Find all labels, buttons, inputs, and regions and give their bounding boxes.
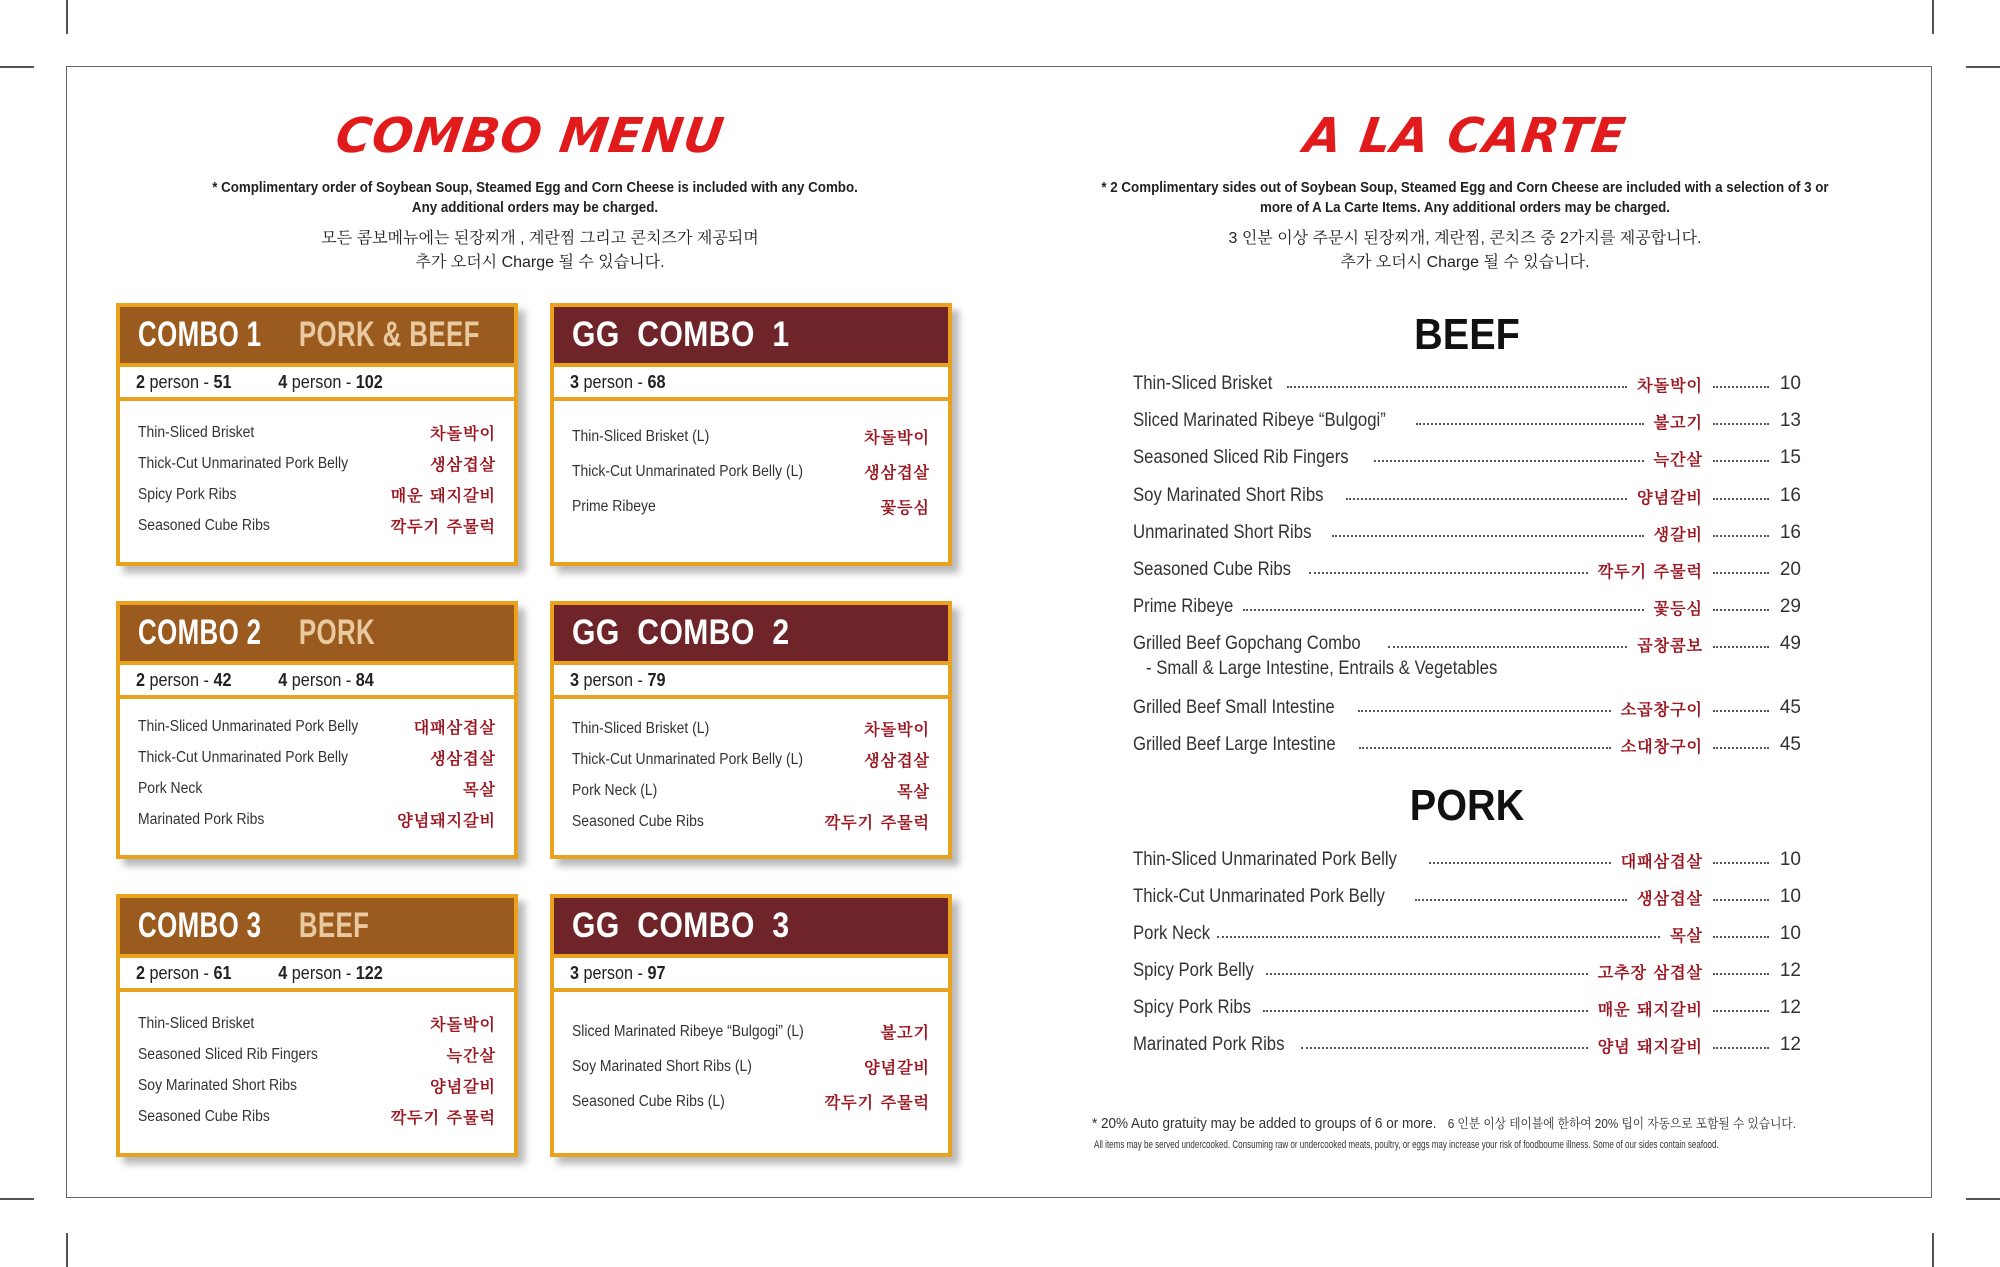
dot-leader — [1713, 609, 1769, 611]
item-name: Seasoned Cube Ribs — [1133, 559, 1292, 580]
a-la-carte-note-ko — [1115, 227, 1815, 275]
combo-menu-title: COMBO MENU — [332, 108, 728, 164]
menu-item-beef — [1133, 372, 1801, 396]
combo-3-header — [120, 898, 514, 958]
gratuity-note — [1092, 1113, 1796, 1132]
crop-mark — [1966, 1198, 2000, 1200]
item-name: Grilled Beef Large Intestine — [1133, 734, 1336, 755]
combo-item — [138, 510, 496, 541]
gg-combo-1-title: GG COMBO 1 — [572, 315, 790, 354]
gg-combo-1-header — [554, 307, 948, 367]
a-la-carte-title: A LA CARTE — [1300, 108, 1630, 164]
price-value: 79 — [647, 669, 666, 690]
item-name: Spicy Pork Ribs — [138, 485, 237, 503]
item-name: Spicy Pork Belly — [1133, 960, 1254, 981]
item-name: Seasoned Cube Ribs — [138, 516, 270, 534]
item-name: Thin-Sliced Unmarinated Pork Belly — [138, 717, 359, 735]
item-name-korean: 차돌박이 — [864, 428, 930, 447]
item-price: 29 — [1779, 596, 1801, 617]
dot-leader — [1358, 710, 1611, 712]
dot-leader — [1301, 1047, 1588, 1049]
item-name: Thick-Cut Unmarinated Pork Belly — [138, 454, 349, 472]
dot-leader — [1713, 899, 1769, 901]
item-name: Seasoned Cube Ribs (L) — [572, 1092, 725, 1110]
combo-item — [138, 773, 496, 804]
item-name-korean: 차돌박이 — [430, 1015, 496, 1034]
combo-item — [572, 1014, 930, 1049]
menu-item-beef — [1133, 446, 1801, 470]
combo-item — [572, 489, 930, 524]
item-price: 10 — [1779, 373, 1801, 394]
menu-item-beef — [1133, 409, 1801, 433]
combo-item — [572, 1049, 930, 1084]
combo-item — [138, 1101, 496, 1132]
menu-item-beef — [1133, 595, 1801, 619]
price-person-count: 2 — [136, 669, 146, 690]
gg-combo-2-title: GG COMBO 2 — [572, 613, 790, 652]
gg-combo-3-pricing — [554, 958, 948, 992]
crop-mark — [0, 1198, 34, 1200]
combo-note-line1: * Complimentary order of Soybean Soup, Steamed Egg and Corn Cheese is included with any Combo. — [212, 180, 858, 196]
combo-note-ko-line1: 모든 콤보메뉴에는 된장찌개 , 계란찜 그리고 콘치즈가 제공되며 — [321, 230, 759, 247]
item-name-korean: 차돌박이 — [864, 720, 930, 739]
item-name: Thin-Sliced Brisket (L) — [572, 719, 710, 737]
item-name: Thin-Sliced Brisket (L) — [572, 427, 710, 445]
item-name: Grilled Beef Gopchang Combo — [1133, 633, 1361, 654]
item-name-korean: 생삼겹살 — [1637, 888, 1703, 908]
item-name: Grilled Beef Small Intestine — [1133, 697, 1335, 718]
combo-2-card — [116, 601, 518, 859]
item-name: Seasoned Cube Ribs — [138, 1107, 270, 1125]
combo-item — [572, 744, 930, 775]
price-label: person - — [579, 371, 648, 392]
item-price: 49 — [1779, 633, 1801, 654]
item-name-korean: 곱창콤보 — [1637, 635, 1703, 655]
menu-item-beef — [1133, 484, 1801, 508]
menu-item-beef — [1133, 521, 1801, 545]
menu-item-beef — [1133, 632, 1801, 656]
dot-leader — [1713, 973, 1769, 975]
item-name-korean: 양념갈비 — [1637, 487, 1703, 507]
item-name-korean: 생삼겹살 — [430, 455, 496, 474]
menu-item-pork — [1133, 996, 1801, 1020]
dot-leader — [1243, 609, 1644, 611]
dot-leader — [1713, 1010, 1769, 1012]
item-name: Prime Ribeye — [1133, 596, 1234, 617]
price-label: person - — [579, 669, 648, 690]
combo-3-card — [116, 894, 518, 1157]
crop-mark — [1932, 1233, 1934, 1267]
item-name-korean: 깍두기 주물럭 — [1597, 561, 1703, 581]
crop-mark — [66, 1233, 68, 1267]
menu-item-beef — [1133, 696, 1801, 720]
combo-item — [138, 448, 496, 479]
combo-item — [572, 806, 930, 837]
item-name-korean: 생갈비 — [1653, 524, 1703, 544]
item-name: Thin-Sliced Brisket — [138, 1014, 255, 1032]
price-value: 51 — [213, 371, 232, 392]
price-person-count: 4 — [278, 962, 288, 983]
beef-heading: BEEF — [1414, 310, 1520, 359]
item-name: Thick-Cut Unmarinated Pork Belly — [1133, 886, 1385, 907]
item-price: 45 — [1779, 697, 1801, 718]
gg-combo-1-card — [550, 303, 952, 566]
gg-combo-2-card — [550, 601, 952, 859]
price-person-count: 4 — [278, 371, 288, 392]
item-price: 12 — [1779, 997, 1801, 1018]
item-name-korean: 대패삼겹살 — [413, 718, 496, 737]
combo-item — [572, 775, 930, 806]
gratuity-note-ko: 6 인분 이상 테이블에 한하여 20% 팁이 자동으로 포함될 수 있습니다. — [1447, 1116, 1796, 1131]
dot-leader — [1713, 498, 1769, 500]
combo-3-pricing — [120, 958, 514, 992]
crop-mark — [1966, 66, 2000, 68]
menu-item-pork — [1133, 1033, 1801, 1057]
price-value: 61 — [213, 962, 232, 983]
item-name-korean: 대패삼겹살 — [1620, 851, 1703, 871]
combo-item — [572, 419, 930, 454]
item-price: 10 — [1779, 923, 1801, 944]
gratuity-note-en: * 20% Auto gratuity may be added to groups of 6 or more. — [1092, 1115, 1437, 1132]
item-name: Sliced Marinated Ribeye “Bulgogi” — [1133, 410, 1386, 431]
item-name: Pork Neck — [138, 779, 203, 797]
item-name: Seasoned Cube Ribs — [572, 812, 704, 830]
item-name-korean: 고추장 삼겹살 — [1597, 962, 1703, 982]
combo-note-ko-line2: 추가 오더시 Charge 될 수 있습니다. — [415, 254, 665, 271]
item-name: Thick-Cut Unmarinated Pork Belly (L) — [572, 750, 804, 768]
dot-leader — [1287, 386, 1627, 388]
gg-combo-3-title: GG COMBO 3 — [572, 906, 790, 945]
dot-leader — [1415, 899, 1627, 901]
combo-1-pricing — [120, 367, 514, 401]
item-price: 20 — [1779, 559, 1801, 580]
dot-leader — [1713, 862, 1769, 864]
item-name-korean: 양념갈비 — [864, 1058, 930, 1077]
price-value: 42 — [213, 669, 232, 690]
item-name-korean: 소곱창구이 — [1620, 699, 1703, 719]
dot-leader — [1416, 423, 1643, 425]
item-name-korean: 목살 — [897, 782, 930, 801]
item-name-korean: 생삼겹살 — [864, 463, 930, 482]
combo-1-subtitle: PORK & BEEF — [299, 315, 481, 354]
price-label: person - — [145, 962, 214, 983]
a-la-carte-note-line1: * 2 Complimentary sides out of Soybean Soup, Steamed Egg and Corn Cheese are included with a selection of 3 or — [1101, 180, 1829, 196]
price-person-count: 2 — [136, 371, 146, 392]
price-person-count: 3 — [570, 371, 580, 392]
combo-3-subtitle: BEEF — [299, 906, 370, 945]
crop-mark — [66, 0, 68, 34]
item-name-korean: 꽃등심 — [1653, 598, 1703, 618]
dot-leader — [1217, 936, 1660, 938]
combo-item — [138, 1039, 496, 1070]
combo-item — [138, 417, 496, 448]
combo-item — [572, 454, 930, 489]
item-name-korean: 양념 돼지갈비 — [1597, 1036, 1703, 1056]
item-name: Pork Neck — [1133, 923, 1211, 944]
item-name-korean: 깍두기 주물럭 — [390, 517, 496, 536]
item-price: 13 — [1779, 410, 1801, 431]
combo-2-title: COMBO 2 — [138, 613, 262, 652]
item-name: Soy Marinated Short Ribs (L) — [572, 1057, 752, 1075]
combo-1-header — [120, 307, 514, 367]
item-name: Unmarinated Short Ribs — [1133, 522, 1312, 543]
price-person-count: 4 — [278, 669, 288, 690]
combo-2-subtitle: PORK — [299, 613, 376, 652]
item-name-korean: 차돌박이 — [430, 424, 496, 443]
item-name: Pork Neck (L) — [572, 781, 658, 799]
dot-leader — [1266, 973, 1587, 975]
dot-leader — [1713, 572, 1769, 574]
item-name: Thin-Sliced Unmarinated Pork Belly — [1133, 849, 1397, 870]
item-name: Thin-Sliced Brisket — [138, 423, 255, 441]
dot-leader — [1713, 535, 1769, 537]
dot-leader — [1346, 498, 1628, 500]
dot-leader — [1713, 646, 1769, 648]
crop-mark — [0, 66, 34, 68]
a-la-carte-note-line2: more of A La Carte Items. Any additional orders may be charged. — [1260, 200, 1670, 216]
price-label: person - — [145, 371, 214, 392]
item-price: 10 — [1779, 886, 1801, 907]
combo-note-en — [162, 178, 907, 218]
price-person-count: 2 — [136, 962, 146, 983]
crop-mark — [1932, 0, 1934, 34]
item-name: Marinated Pork Ribs — [1133, 1034, 1285, 1055]
gg-combo-3-card — [550, 894, 952, 1157]
dot-leader — [1713, 386, 1769, 388]
item-name: Soy Marinated Short Ribs — [138, 1076, 297, 1094]
item-name-korean: 목살 — [463, 780, 496, 799]
item-name: Seasoned Sliced Rib Fingers — [1133, 447, 1349, 468]
price-label: person - — [287, 669, 356, 690]
gopchang-description: - Small & Large Intestine, Entrails & Vegetables — [1146, 658, 1498, 679]
a-la-carte-note-en — [1083, 178, 1847, 218]
item-price: 10 — [1779, 849, 1801, 870]
item-name-korean: 소대창구이 — [1620, 736, 1703, 756]
combo-1-title: COMBO 1 — [138, 315, 262, 354]
dot-leader — [1374, 460, 1644, 462]
item-name: Spicy Pork Ribs — [1133, 997, 1252, 1018]
dot-leader — [1332, 535, 1644, 537]
dot-leader — [1359, 747, 1610, 749]
item-name: Thin-Sliced Brisket — [1133, 373, 1273, 394]
dot-leader — [1713, 936, 1769, 938]
a-la-carte-note-ko-line1: 3 인분 이상 주문시 된장찌개, 계란찜, 콘치즈 중 2가지를 제공합니다. — [1228, 230, 1702, 247]
combo-item — [138, 804, 496, 835]
dot-leader — [1713, 1047, 1769, 1049]
item-name-korean: 꽃등심 — [880, 498, 930, 517]
gg-combo-1-pricing — [554, 367, 948, 401]
price-label: person - — [145, 669, 214, 690]
price-person-count: 3 — [570, 962, 580, 983]
item-name: Marinated Pork Ribs — [138, 810, 265, 828]
item-name-korean: 생삼겹살 — [430, 749, 496, 768]
item-name: Seasoned Sliced Rib Fingers — [138, 1045, 318, 1063]
dot-leader — [1429, 862, 1611, 864]
combo-note-ko — [190, 227, 890, 275]
dot-leader — [1263, 1010, 1588, 1012]
gg-combo-2-header — [554, 605, 948, 665]
price-value: 102 — [355, 371, 383, 392]
item-name-korean: 깍두기 주물럭 — [390, 1108, 496, 1127]
combo-2-header — [120, 605, 514, 665]
dot-leader — [1713, 710, 1769, 712]
dot-leader — [1713, 747, 1769, 749]
combo-item — [572, 1084, 930, 1119]
combo-item — [138, 711, 496, 742]
item-price: 12 — [1779, 960, 1801, 981]
menu-item-pork — [1133, 922, 1801, 946]
item-price: 45 — [1779, 734, 1801, 755]
combo-item — [138, 742, 496, 773]
gg-combo-2-pricing — [554, 665, 948, 699]
food-safety-disclaimer: All items may be served undercooked. Consuming raw or undercooked meats, poultry, or eggs may increase your risk of foodbourne illness. Some of our sides contain seafood. — [1094, 1139, 1719, 1151]
item-price: 16 — [1779, 522, 1801, 543]
price-label: person - — [287, 962, 356, 983]
dot-leader — [1309, 572, 1588, 574]
item-name-korean: 차돌박이 — [1637, 375, 1703, 395]
dot-leader — [1713, 460, 1769, 462]
item-name-korean: 늑간살 — [446, 1046, 496, 1065]
combo-3-title: COMBO 3 — [138, 906, 262, 945]
item-price: 16 — [1779, 485, 1801, 506]
combo-item — [138, 479, 496, 510]
a-la-carte-note-ko-line2: 추가 오더시 Charge 될 수 있습니다. — [1340, 254, 1590, 271]
item-name-korean: 양념갈비 — [430, 1077, 496, 1096]
menu-item-pork — [1133, 959, 1801, 983]
menu-item-pork — [1133, 885, 1801, 909]
item-name-korean: 늑간살 — [1653, 449, 1703, 469]
combo-note-line2: Any additional orders may be charged. — [411, 200, 659, 216]
item-name-korean: 불고기 — [880, 1023, 930, 1042]
combo-1-card — [116, 303, 518, 566]
item-name-korean: 양념돼지갈비 — [397, 811, 496, 830]
item-name-korean: 깍두기 주물럭 — [824, 1093, 930, 1112]
menu-item-beef — [1133, 733, 1801, 757]
menu-item-pork — [1133, 848, 1801, 872]
item-name: Thick-Cut Unmarinated Pork Belly — [138, 748, 349, 766]
gg-combo-3-header — [554, 898, 948, 958]
price-value: 68 — [647, 371, 666, 392]
item-name-korean: 깍두기 주물럭 — [824, 813, 930, 832]
price-value: 84 — [355, 669, 374, 690]
combo-item — [138, 1008, 496, 1039]
item-name-korean: 불고기 — [1653, 412, 1703, 432]
combo-item — [572, 713, 930, 744]
combo-2-pricing — [120, 665, 514, 699]
item-name-korean: 매운 돼지갈비 — [390, 486, 496, 505]
item-price: 15 — [1779, 447, 1801, 468]
item-name-korean: 목살 — [1670, 925, 1703, 945]
price-label: person - — [579, 962, 648, 983]
item-name-korean: 매운 돼지갈비 — [1597, 999, 1703, 1019]
item-name: Sliced Marinated Ribeye “Bulgogi” (L) — [572, 1022, 804, 1040]
dot-leader — [1713, 423, 1769, 425]
item-name: Thick-Cut Unmarinated Pork Belly (L) — [572, 462, 804, 480]
item-name-korean: 생삼겹살 — [864, 751, 930, 770]
price-label: person - — [287, 371, 356, 392]
menu-item-beef — [1133, 558, 1801, 582]
combo-item — [138, 1070, 496, 1101]
item-name: Soy Marinated Short Ribs — [1133, 485, 1324, 506]
item-price: 12 — [1779, 1034, 1801, 1055]
dot-leader — [1388, 646, 1627, 648]
pork-heading: PORK — [1409, 781, 1525, 830]
price-value: 97 — [647, 962, 666, 983]
item-name: Prime Ribeye — [572, 497, 656, 515]
price-value: 122 — [355, 962, 383, 983]
price-person-count: 3 — [570, 669, 580, 690]
